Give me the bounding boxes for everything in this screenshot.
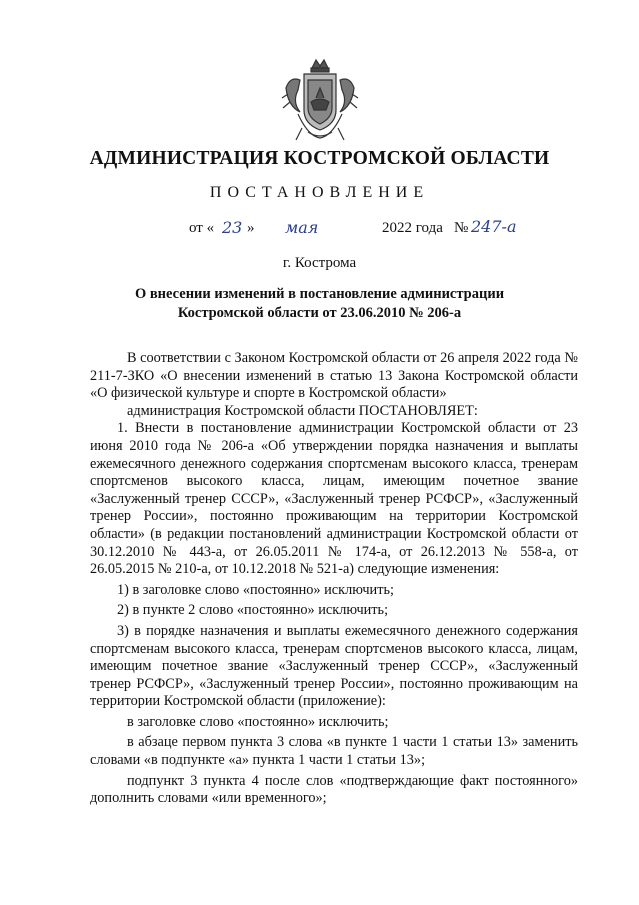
paragraph: 1. Внести в постановление администрации Костромской области от 23 июня 2010 года № 206-а «Об утверждении порядка назначения и выплаты ежемесячного денежного содержания спортсменам высокого класса, тренерам спортсменов высокого класса, лицам, имеющим почетное звание «Заслуженный тренер СССР», «Заслуженный тренер РСФСР», «Заслуженный тренер России», постоянно проживающим на территории Костромской области» (в редакции постановлений администрации Костромской области от 30.12.2010 № 443-а, от 26.05.2011 № 174-а, от 26.12.2013 № 558-а, от 26.05.2015 № 210-а, от 10.12.2018 № 521-а) следующие изменения: xyxy=(90,420,578,578)
document-type: ПОСТАНОВЛЕНИЕ xyxy=(209,184,430,201)
paragraph: 1) в заголовке слово «постоянно» исключить; xyxy=(117,581,394,598)
paragraph: в заголовке слово «постоянно» исключить; xyxy=(127,713,389,730)
date-month-handwritten: мая xyxy=(285,218,319,237)
subject-line: Костромской области от 23.06.2010 № 206-а xyxy=(177,305,462,321)
coat-of-arms-icon xyxy=(278,54,362,144)
number-sign: № xyxy=(454,220,469,236)
paragraph: администрация Костромской области ПОСТАНОВЛЯЕТ: xyxy=(127,402,478,419)
subject-line: О внесении изменений в постановление администрации xyxy=(134,286,505,302)
date-day-handwritten: 23 xyxy=(222,218,243,237)
paragraph: 3) в порядке назначения и выплаты ежемесячного денежного содержания спортсменам высокого класса, тренерам спортсменов высокого класса, лицам, имеющим почетное звание «Заслуженный тренер СССР», «Заслуженный тренер РСФСР», «Заслуженный тренер России», постоянно проживающим на территории Костромской области (приложение): xyxy=(90,622,578,710)
date-prefix: от « xyxy=(189,220,215,236)
paragraph: 2) в пункте 2 слово «постоянно» исключить; xyxy=(117,602,389,619)
city: г. Кострома xyxy=(282,255,357,271)
document-subject xyxy=(0,285,639,323)
date-year: 2022 года xyxy=(382,220,443,236)
organization-title: АДМИНИСТРАЦИЯ КОСТРОМСКОЙ ОБЛАСТИ xyxy=(89,148,550,169)
date-line xyxy=(0,217,639,243)
paragraph: В соответствии с Законом Костромской области от 26 апреля 2022 года № 211-7-ЗКО «О внесении изменений в статью 13 Закона Костромской области «О физической культуре и спорте в Костромской области» xyxy=(90,350,578,402)
document-body xyxy=(90,350,578,808)
paragraph: подпункт 3 пункта 4 после слов «подтверждающие факт постоянного» дополнить словами «или временного»; xyxy=(90,772,578,807)
date-close: » xyxy=(247,220,255,236)
document-number-handwritten: 247-а xyxy=(471,217,517,236)
paragraph: в абзаце первом пункта 3 слова «в пункте 1 части 1 статьи 13» заменить словами «в подпункте «а» пункта 1 части 1 статьи 13»; xyxy=(90,734,578,769)
